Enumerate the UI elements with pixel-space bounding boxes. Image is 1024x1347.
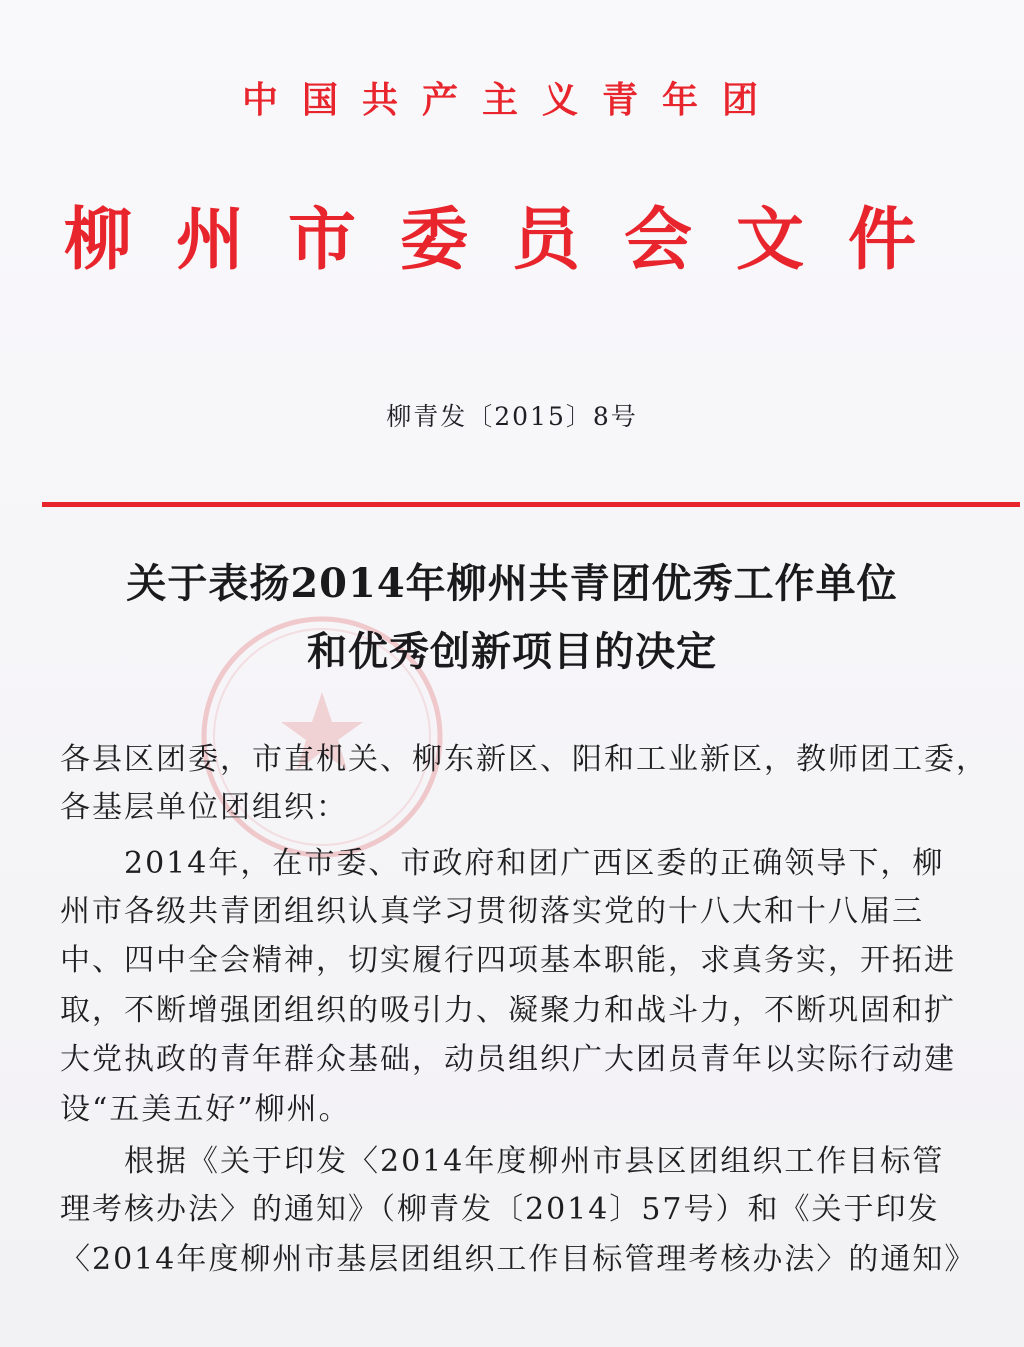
body-line: 理考核办法〉的通知》（柳青发〔2014〕57号）和《关于印发 [60, 1192, 940, 1227]
body-line: 2014年，在市委、市政府和团广西区委的正确领导下，柳 [60, 846, 945, 881]
header-organization: 中国共产主义青年团 [241, 80, 782, 121]
body-line: 州市各级共青团组织认真学习贯彻落实党的十八大和十八届三 [60, 894, 924, 929]
bleed-through-texture [0, 10, 1024, 54]
document-title-line-1: 关于表扬2014年柳州共青团优秀工作单位 [126, 560, 898, 607]
red-divider-rule [42, 502, 1020, 507]
body-line: 大党执政的青年群众基础，动员组织广大团员青年以实际行动建 [60, 1042, 956, 1077]
body-line: 各基层单位团组织： [60, 790, 348, 825]
body-line: 各县区团委，市直机关、柳东新区、阳和工业新区，教师团工委， [60, 742, 988, 777]
body-line: 取，不断增强团组织的吸引力、凝聚力和战斗力，不断巩固和扩 [60, 993, 956, 1028]
body-line: 设“五美五好”柳州。 [60, 1092, 351, 1127]
header-document-type: 柳州市委员会文件 [63, 201, 960, 280]
document-number: 柳青发〔2015〕8号 [386, 402, 638, 431]
document-title-line-2: 和优秀创新项目的决定 [307, 628, 717, 675]
body-line: 中、四中全会精神，切实履行四项基本职能，求真务实，开拓进 [60, 943, 956, 978]
body-line: 〈2014年度柳州市基层团组织工作目标管理考核办法〉的通知》 [60, 1242, 977, 1277]
body-line: 根据《关于印发〈2014年度柳州市县区团组织工作目标管 [60, 1144, 945, 1179]
